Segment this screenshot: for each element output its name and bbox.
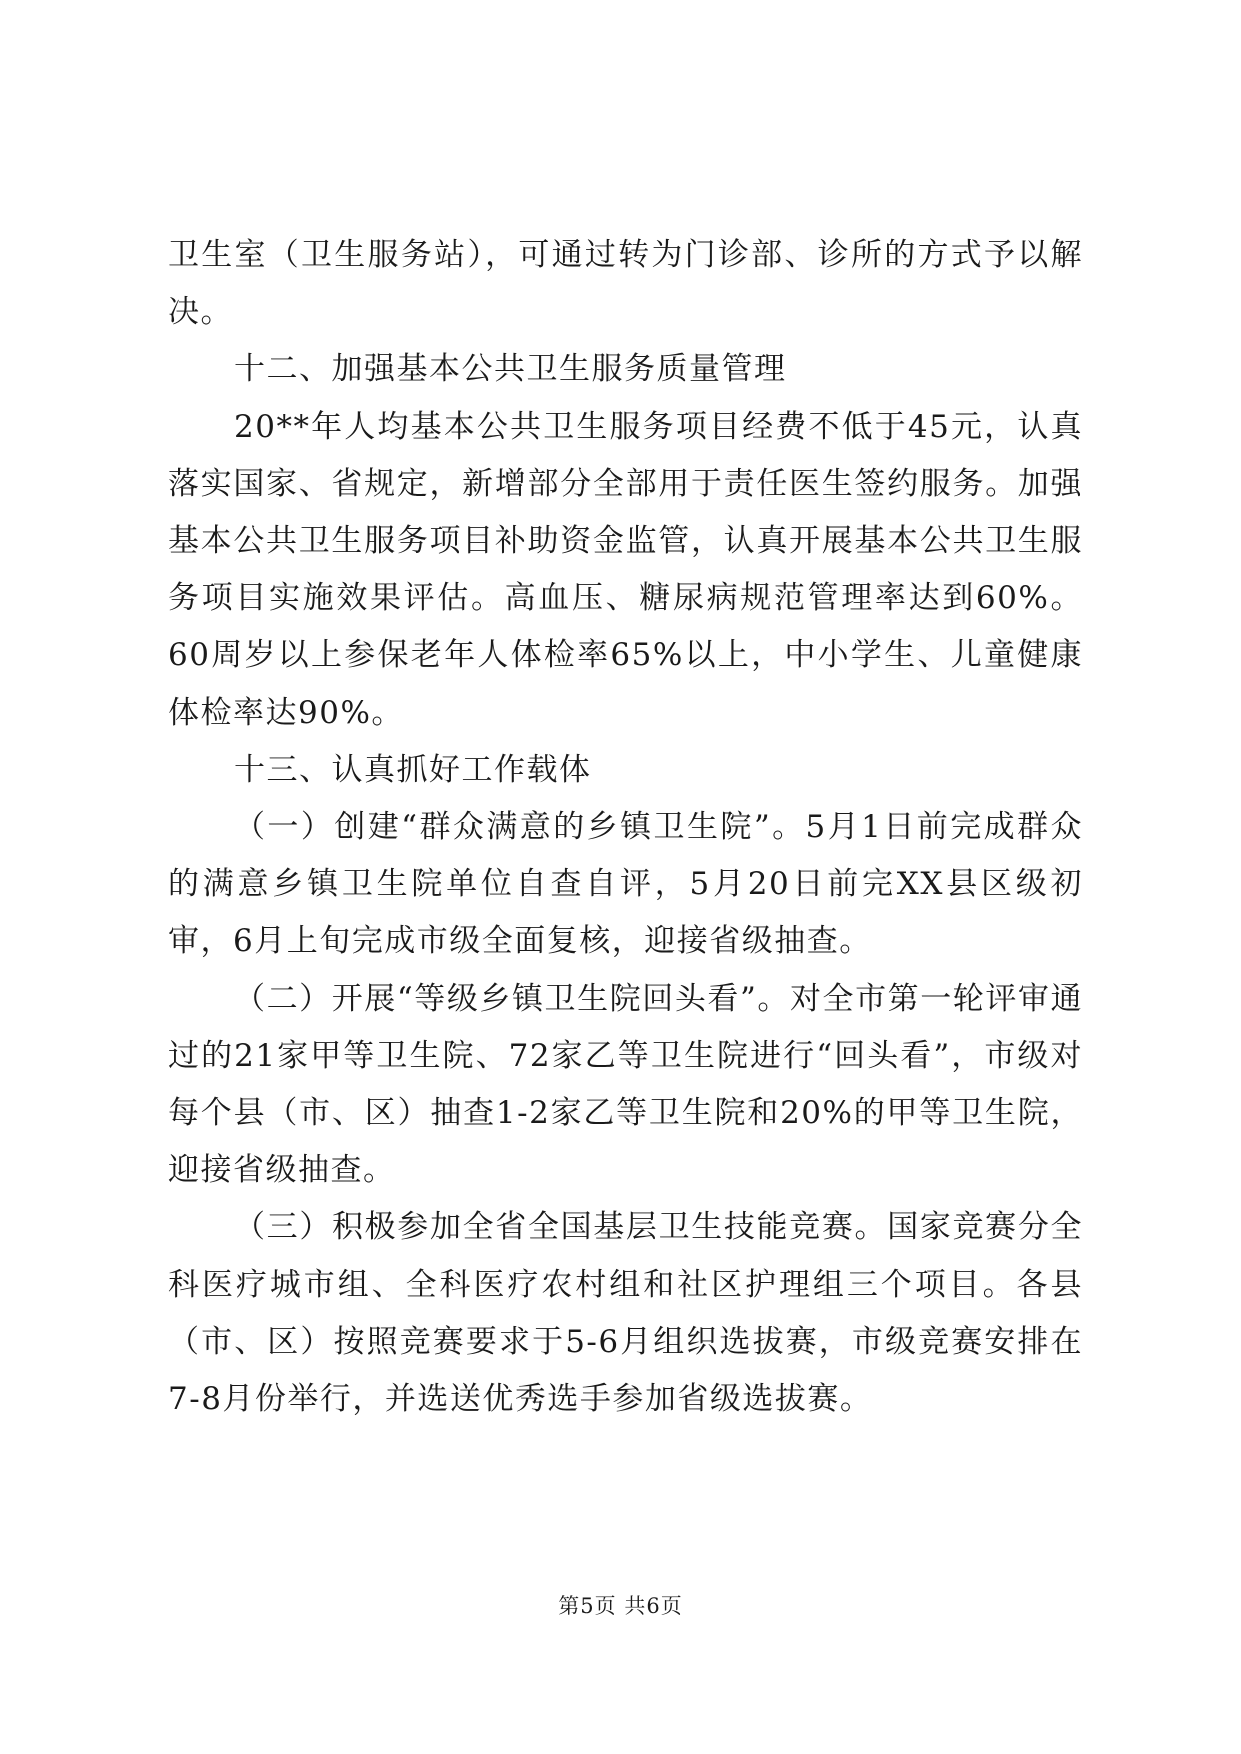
page-number-footer: 第5页 共6页: [558, 1594, 683, 1618]
paragraph-public-health-funding: 20**年人均基本公共卫生服务项目经费不低于45元，认真落实国家、省规定，新增部分全部用于责任医生签约服务。加强基本公共卫生服务项目补助资金监管，认真开展基本公共卫生服务项目实施效果评估。高血压、糖尿病规范管理率达到60%。60周岁以上参保老年人体检率65%以上，中小学生、儿童健康体检率达90%。: [168, 408, 1083, 731]
paragraph-item-two: （二）开展“等级乡镇卫生院回头看”。对全市第一轮评审通过的21家甲等卫生院、72家乙等卫生院进行“回头看”，市级对每个县（市、区）抽查1-2家乙等卫生院和20%的甲等卫生院，迎接省级抽查。: [168, 980, 1083, 1189]
paragraph-item-three: （三）积极参加全省全国基层卫生技能竞赛。国家竞赛分全科医疗城市组、全科医疗农村组和社区护理组三个项目。各县（市、区）按照竞赛要求于5-6月组织选拔赛，市级竞赛安排在7-8月份举行，并选送优秀选手参加省级选拔赛。: [168, 1209, 1083, 1418]
section-heading-thirteen: 十三、认真抓好工作载体: [234, 751, 592, 788]
document-body: [168, 227, 1083, 1428]
paragraph-continuation: 卫生室（卫生服务站），可通过转为门诊部、诊所的方式予以解决。: [168, 237, 1083, 331]
paragraph-item-one: （一）创建“群众满意的乡镇卫生院”。5月1日前完成群众的满意乡镇卫生院单位自查自评，5月20日前完XX县区级初审，6月上旬完成市级全面复核，迎接省级抽查。: [168, 809, 1083, 960]
section-heading-twelve: 十二、加强基本公共卫生服务质量管理: [234, 351, 787, 388]
